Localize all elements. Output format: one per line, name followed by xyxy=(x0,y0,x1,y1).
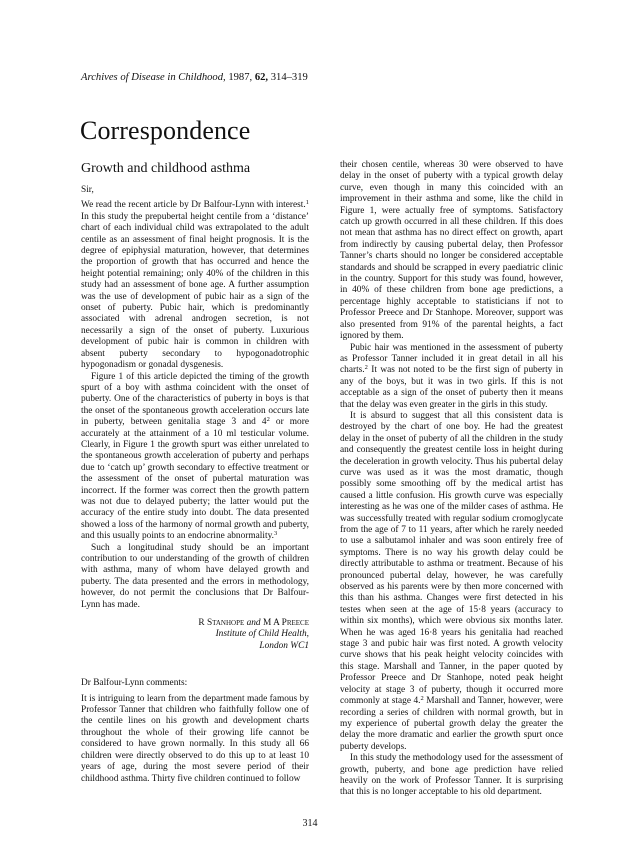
reply-heading: Dr Balfour-Lynn comments: xyxy=(81,678,188,689)
left-column xyxy=(81,160,309,785)
salutation: Sir, xyxy=(81,185,94,195)
reference-marker: 2 xyxy=(420,695,424,703)
signature-names: R Stanhope and M A Preece xyxy=(198,618,309,629)
signature-block xyxy=(81,618,309,652)
section-title: Correspondence xyxy=(80,116,251,145)
reference-marker: 3 xyxy=(273,530,278,538)
journal-name: Archives of Disease in Childhood, xyxy=(81,72,226,83)
reply-paragraph: their chosen centile, whereas 30 were observed to have delay in the onset of puberty with a typical growth delay curve, even though in many this coincided with an improvement in their asthma and some, like the child in Figure 1, were actually free of symptoms. Satisfactory catch up growth occurred in all these children. If this does not mean that asthma has no direct effect on growth, apart from indirectly by causing pubertal delay, then Professor Tanner’s charts should no longer be considered acceptable standards and should be scrapped in every paediatric clinic in the country. Support for this study was found, however, in 40% of these children from bone age predictions, a percentage highly acceptable to statisticians if not to Professor Preece and Dr Stanhope. Moreover, support was also presented from 91% of the parental heights, a fact ignored by them. xyxy=(340,160,563,342)
journal-year: 1987, xyxy=(228,72,253,83)
letter-paragraph: We read the recent article by Dr Balfour-Lynn with interest.$^1$ In this study the prepubertal height centile from a ‘distance’ chart of each individual child was extrapolated to the adult centile as an assessment of final height prognosis. It is the degree of epiphysial maturation, however, that determines the proportion of growth that has occurred and hence the height potential remaining; only 40% of the children in this study had an assessment of bone age. A further assumption was the use of development of pubic hair as a sign of the onset of puberty. Pubic hair, which is predominantly associated with adrenal androgen secretion, is not necessarily a sign of the onset of puberty. Luxurious development of pubic hair is common in children with absent puberty secondary to hypogonadotrophic hypogonadism or gonadal dysgenesis. xyxy=(81,199,309,371)
reply-paragraph: In this study the methodology used for the assessment of growth, puberty, and bone age prediction have relied heavily on the work of Professor Tanner. It is surprising that this is no longer acceptable to his old department. xyxy=(340,753,563,798)
reply-paragraph: It is absurd to suggest that all this consistent data is destroyed by the chart of one boy. He had the greatest delay in the onset of puberty of all the children in the study and consequently the greatest centile loss in height during the deceleration in growth velocity. Thus his pubertal delay curve was used as it was the most dramatic, though possibly some smoothing off by the medical artist has caused a little confusion. His growth curve was especially interesting as he was one of the milder cases of asthma. He was successfully treated with regular sodium cromoglycate from the age of 7 to 11 years, after which he rarely needed to use a salbutamol inhaler and was soon entirely free of symptoms. There is no way his growth delay could be directly attributable to asthma or treatment. Because of his pronounced pubertal delay, however, he was carefully observed as his parents were by then more concerned with this than his asthma. Changes were first detected in his testes when seen at the age of 15·8 years (accuracy to within six months), which were obvious six months later. When he was aged 16·8 years his genitalia had reached stage 3 and pubic hair was first noted. A growth velocity curve shows that his peak height velocity coincides with this stage. Marshall and Tanner, in the paper quoted by Professor Preece and Dr Stanhope, noted peak height velocity at stage 3 of puberty, though it occurred more commonly at stage 4.$^2$ Marshall and Tanner, however, were recording a series of children with normal growth, but in my experience of pubertal growth delay the greater the delay the more dramatic and earlier the growth spurt once puberty develops. xyxy=(340,410,563,752)
journal-citation xyxy=(81,71,561,84)
journal-pages: 314–319 xyxy=(270,72,308,83)
reference-marker: 2 xyxy=(266,416,270,424)
page-number: 314 xyxy=(302,818,318,829)
journal-volume: 62, xyxy=(254,72,269,83)
letter-paragraph: Such a longitudinal study should be an important contribution to our understanding of the growth of children with asthma, many of whom have delayed growth and puberty. The data presented and the errors in methodology, however, do not permit the conclusions that Dr Balfour-Lynn has made. xyxy=(81,542,309,610)
reply-paragraph: It is intriguing to learn from the department made famous by Professor Tanner that children who faithfully follow one of the centile lines on his growth and development charts throughout the whole of their growing life cannot be considered to have grown normally. In this study all 66 children were directly observed to do this up to at least 10 years of age, during the most severe period of their childhood asthma. Thirty five children continued to follow xyxy=(81,693,309,784)
right-column xyxy=(340,160,563,799)
letter-paragraph: Figure 1 of this article depicted the timing of the growth spurt of a boy with asthma coincident with the onset of puberty. One of the characteristics of puberty in boys is that the onset of the spontaneous growth acceleration occurs late in puberty, between genitalia stage 3 and $4^2$ or more accurately at the attainment of a 10 ml testicular volume. Clearly, in Figure 1 the growth spurt was either unrelated to the spontaneous growth acceleration of puberty and perhaps due to ‘catch up’ growth secondary to effective treatment or the assessment of the onset of pubertal maturation was incorrect. If the former was correct then the growth pattern was not due to delayed puberty; the latter would put the accuracy of the entire study into doubt. The data presented showed a loss of the harmony of normal growth and puberty, and this usually points to an endocrine abnormality.$^3$ xyxy=(81,371,309,542)
signature-city: London WC1 xyxy=(259,640,309,651)
reply-paragraph: Pubic hair was mentioned in the assessment of puberty as Professor Tanner included it in great detail in all his charts.$^2$ It was not noted to be the first sign of puberty in any of the boys, but it was in two girls. If this is not acceptable as a sign of the onset of puberty then it means that the delay was even greater in the girls in this study. xyxy=(340,342,563,410)
reference-marker: 1 xyxy=(305,199,309,207)
reference-marker: 2 xyxy=(364,364,368,372)
article-title: Growth and childhood asthma xyxy=(81,161,251,176)
signature-institution: Institute of Child Health, xyxy=(215,629,309,640)
